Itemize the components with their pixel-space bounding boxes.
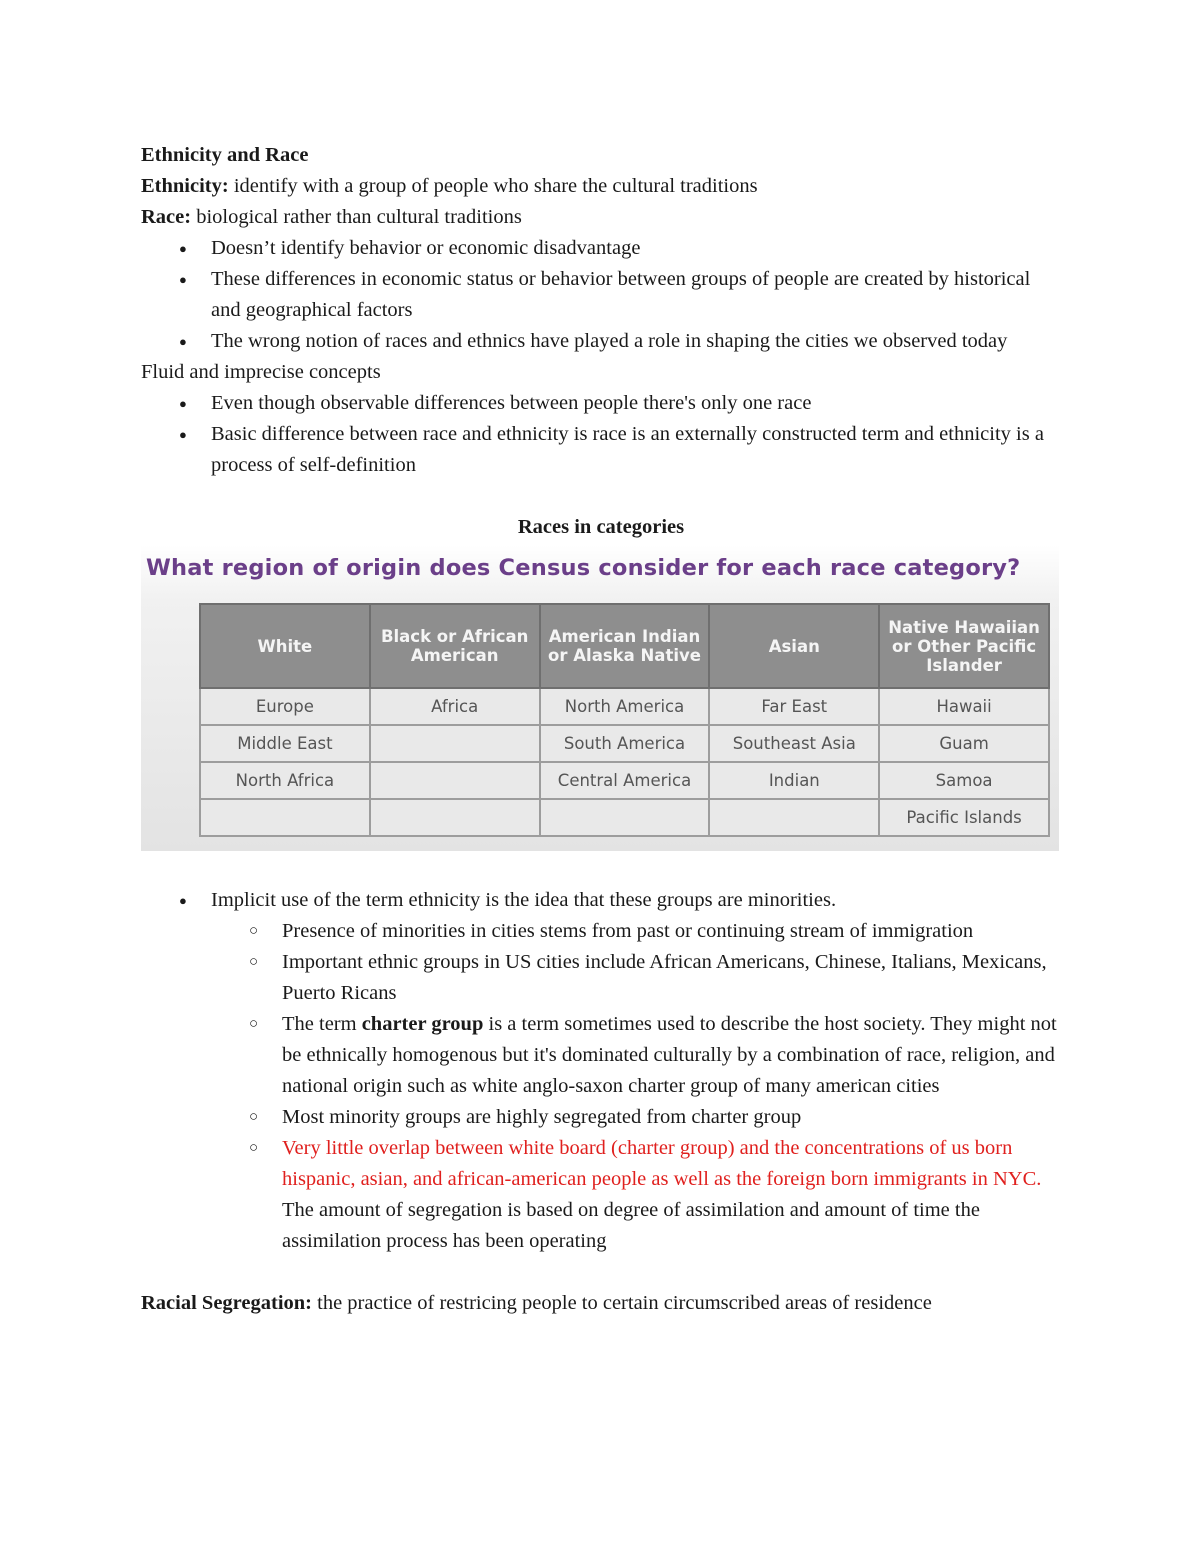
list-item: ● The wrong notion of races and ethnics have played a role in shaping the cities we observed today: [141, 326, 1061, 357]
table-row: [200, 688, 1049, 725]
column-header: Asian: [709, 604, 879, 688]
race-bullet-list: [141, 233, 1061, 357]
segregation-note: The amount of segregation is based on degree of assimilation and amount of time the assimilation process has been operating: [282, 1199, 980, 1252]
table-cell: Africa: [370, 688, 540, 725]
table-cell: [370, 762, 540, 799]
race-definition: [141, 202, 1061, 233]
list-item: [141, 1009, 1061, 1102]
table-cell: Far East: [709, 688, 879, 725]
table-cell: North Africa: [200, 762, 370, 799]
column-header: White: [200, 604, 370, 688]
table-cell: [370, 799, 540, 836]
table-cell: Indian: [709, 762, 879, 799]
race-def: biological rather than cultural traditions: [191, 206, 522, 228]
ethnicity-definition: [141, 171, 1061, 202]
table-cell: Southeast Asia: [709, 725, 879, 762]
document-page: [141, 140, 1061, 1319]
table-cell: Guam: [879, 725, 1049, 762]
list-item: ○ Important ethnic groups in US cities include African Americans, Chinese, Italians, Mexicans, Puerto Ricans: [141, 947, 1061, 1009]
implicit-bullet-list: [141, 885, 1061, 1257]
fluid-bullet-list: [141, 388, 1061, 481]
figure-question: What region of origin does Census consider for each race category?: [146, 555, 1021, 581]
charter-group-term: charter group: [361, 1013, 484, 1035]
segregation-term: Racial Segregation:: [141, 1292, 312, 1314]
column-header: American Indian or Alaska Native: [540, 604, 710, 688]
table-header-row: [200, 604, 1049, 688]
column-header: Black or African American: [370, 604, 540, 688]
table-row: [200, 725, 1049, 762]
table-cell: Middle East: [200, 725, 370, 762]
table-row: [200, 799, 1049, 836]
list-item: [141, 885, 1061, 1257]
table-cell: Hawaii: [879, 688, 1049, 725]
table-cell: [370, 725, 540, 762]
doc-title: Ethnicity and Race: [141, 144, 309, 166]
census-figure: [141, 545, 1059, 851]
list-item: ○ Presence of minorities in cities stems from past or continuing stream of immigration: [141, 916, 1061, 947]
segregation-definition: [141, 1288, 1061, 1319]
sub-bullet-list: [211, 916, 1061, 1257]
list-item: ● Basic difference between race and ethnicity is race is an externally constructed term and ethnicity is a process of self-definition: [141, 419, 1061, 481]
column-header: Native Hawaiian or Other Pacific Islander: [879, 604, 1049, 688]
list-item: [141, 1133, 1061, 1257]
census-table: [199, 603, 1050, 837]
fluid-heading: Fluid and imprecise concepts: [141, 361, 381, 383]
table-cell: [200, 799, 370, 836]
segregation-def: the practice of restricing people to certain circumscribed areas of residence: [312, 1292, 932, 1314]
race-term: Race:: [141, 206, 192, 228]
list-item: ● Doesn’t identify behavior or economic disadvantage: [141, 233, 1061, 264]
charter-post: is a term sometimes used to describe the host society. They might not be ethnically homogenous but it's dominated culturally by a combination of race, religion, and national origin such as white anglo-saxon charter group of many american cities: [282, 1013, 1057, 1097]
table-cell: South America: [540, 725, 710, 762]
table-cell: [540, 799, 710, 836]
section-heading: Races in categories: [517, 516, 685, 538]
list-item: ○ Most minority groups are highly segregated from charter group: [141, 1102, 1061, 1133]
ethnicity-term: Ethnicity:: [141, 175, 229, 197]
table-cell: Pacific Islands: [879, 799, 1049, 836]
table-cell: [709, 799, 879, 836]
table-cell: North America: [540, 688, 710, 725]
implicit-text: Implicit use of the term ethnicity is the idea that these groups are minorities.: [211, 889, 837, 911]
list-item: ● Even though observable differences between people there's only one race: [141, 388, 1061, 419]
table-row: [200, 762, 1049, 799]
table-cell: Central America: [540, 762, 710, 799]
ethnicity-def: identify with a group of people who share the cultural traditions: [228, 175, 758, 197]
table-cell: Europe: [200, 688, 370, 725]
table-cell: Samoa: [879, 762, 1049, 799]
list-item: ● These differences in economic status or behavior between groups of people are created by historical and geographical factors: [141, 264, 1061, 326]
charter-pre: The term: [282, 1013, 362, 1035]
highlighted-red-text: Very little overlap between white board (charter group) and the concentrations of us born hispanic, asian, and african-american people as well as the foreign born immigrants in NYC.: [282, 1137, 1042, 1190]
